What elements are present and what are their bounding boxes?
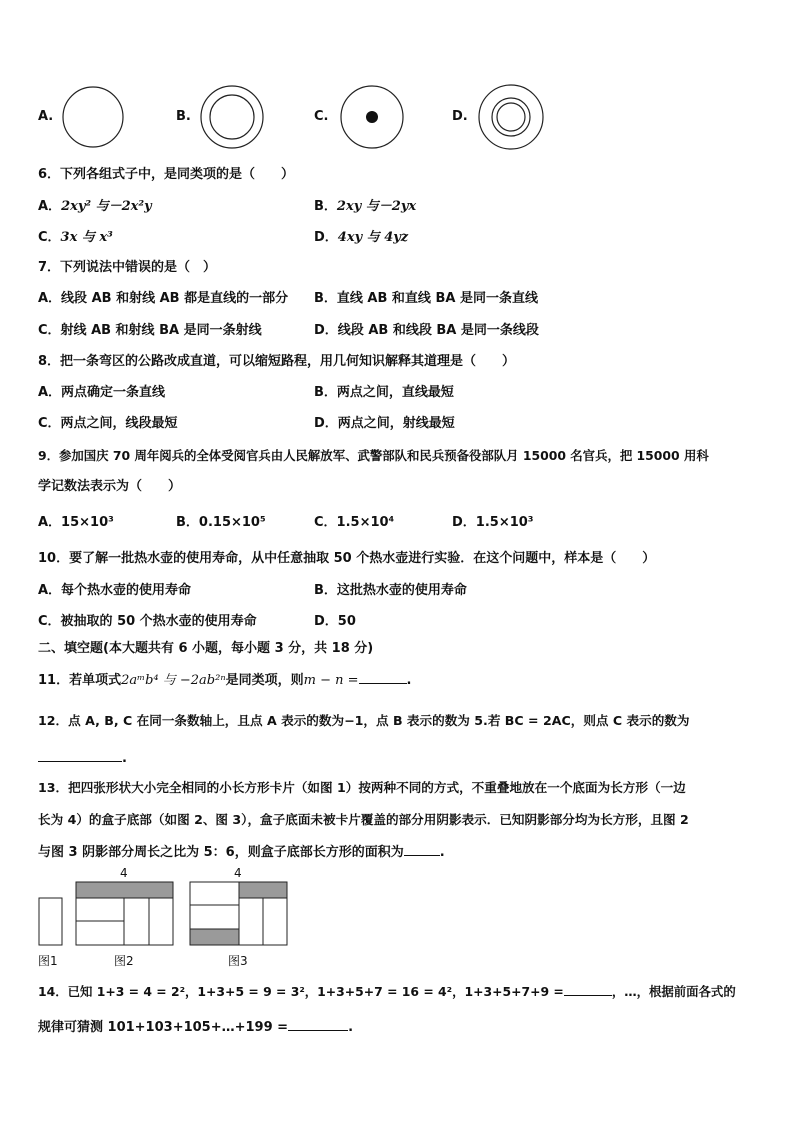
q5-figure-d	[479, 85, 543, 149]
q13-answer-blank[interactable]	[404, 843, 440, 856]
q5-figure-a	[63, 87, 123, 147]
q8-option-d: D．两点之间，射线最短	[314, 416, 455, 431]
q8-option-a: A．两点确定一条直线	[38, 385, 166, 400]
section-fill-in-title: 二、填空题(本大题共有 6 小题，每小题 3 分，共 18 分)	[38, 641, 374, 656]
q7-option-b: B．直线 AB 和直线 BA 是同一条直线	[314, 291, 538, 306]
q8-option-b: B．两点之间，直线最短	[314, 385, 454, 400]
q14-answer-blank-2[interactable]	[288, 1018, 348, 1031]
q12-line1: 12．点 A, B, C 在同一条数轴上，且点 A 表示的数为−1，点 B 表示的数为 5.若 BC = 2AC，则点 C 表示的数为	[38, 713, 690, 728]
q10-option-c: C．被抽取的 50 个热水壶的使用寿命	[38, 614, 257, 629]
q9-option-c: C．1.5×10⁴	[314, 515, 395, 530]
q6-option-d: D．4xy 与 4yz	[314, 230, 409, 245]
q7-option-d: D．线段 AB 和线段 BA 是同一条线段	[314, 323, 539, 338]
q9-option-b: B．0.15×10⁵	[176, 515, 266, 530]
q13-fig1-label: 图1	[38, 954, 58, 968]
q7-option-a: A．线段 AB 和射线 AB 都是直线的一部分	[38, 291, 289, 306]
q6-stem: 6．下列各组式子中，是同类项的是（ ）	[38, 167, 295, 182]
q13-line2: 长为 4）的盒子底部（如图 2、图 3），盒子底面未被卡片覆盖的部分用阴影表示．已知阴影部分均为长方形，且图 2	[38, 812, 689, 827]
q9-stem-line1: 9．参加国庆 70 周年阅兵的全体受阅官兵由人民解放军、武警部队和民兵预备役部队月 15000 名官兵，把 15000 用科	[38, 448, 709, 463]
q6-option-b: B．2xy 与－2yx	[314, 199, 417, 214]
q7-option-c: C．射线 AB 和射线 BA 是同一条射线	[38, 323, 262, 338]
q10-option-d: D．50	[314, 614, 356, 629]
q8-option-c: C．两点之间，线段最短	[38, 416, 178, 431]
q5-option-a-label: A.	[38, 109, 54, 124]
q10-option-b: B．这批热水壶的使用寿命	[314, 583, 467, 598]
q13-line3: 与图 3 阴影部分周长之比为 5：6，则盒子底部长方形的面积为 .	[38, 845, 445, 860]
q13-figure-3	[190, 882, 287, 945]
q12-answer-blank[interactable]	[38, 749, 122, 762]
q5-option-c-label: C.	[314, 109, 329, 124]
q11-line: 11．若单项式2aᵐb⁴ 与 −2ab²ⁿ是同类项，则m − n = .	[38, 673, 412, 688]
q5-figure-b	[201, 86, 263, 148]
q6-option-a: A．2xy² 与－2x²y	[38, 199, 152, 214]
q9-option-a: A．15×10³	[38, 515, 114, 530]
q5-option-b-label: B.	[176, 109, 191, 124]
q13-figure-2	[76, 882, 173, 945]
q9-option-d: D．1.5×10³	[452, 515, 534, 530]
q13-figure-1	[39, 898, 62, 945]
q11-answer-blank[interactable]	[359, 671, 407, 684]
q12-line2: .	[38, 749, 127, 768]
q14-line2: 规律可猜测 101+103+105+…+199 = .	[38, 1020, 354, 1035]
q13-fig3-dimension: 4	[234, 866, 242, 880]
q14-line1: 14．已知 1+3 = 4 = 2²，1+3+5 = 9 = 3²，1+3+5+7 = 16 = 4²，1+3+5+7+9 = ，…，根据前面各式的	[38, 984, 736, 999]
q9-stem-line2: 学记数法表示为（ ）	[38, 479, 182, 494]
q13-fig2-label: 图2	[114, 954, 134, 968]
q7-stem: 7．下列说法中错误的是（ ）	[38, 260, 217, 275]
q8-stem: 8．把一条弯区的公路改成直道，可以缩短路程，用几何知识解释其道理是（ ）	[38, 354, 516, 369]
q10-option-a: A．每个热水壶的使用寿命	[38, 583, 192, 598]
q5-figure-c	[341, 86, 403, 148]
q14-answer-blank-1[interactable]	[564, 983, 612, 996]
q10-stem: 10．要了解一批热水壶的使用寿命，从中任意抽取 50 个热水壶进行实验．在这个问题中，样本是（ ）	[38, 551, 656, 566]
q13-line1: 13．把四张形状大小完全相同的小长方形卡片（如图 1）按两种不同的方式，不重叠地放在一个底面为长方形（一边	[38, 780, 686, 795]
q13-fig2-dimension: 4	[120, 866, 128, 880]
q6-option-c: C．3x 与 x³	[38, 230, 113, 245]
q5-option-d-label: D.	[452, 109, 468, 124]
q13-fig3-label: 图3	[228, 954, 248, 968]
